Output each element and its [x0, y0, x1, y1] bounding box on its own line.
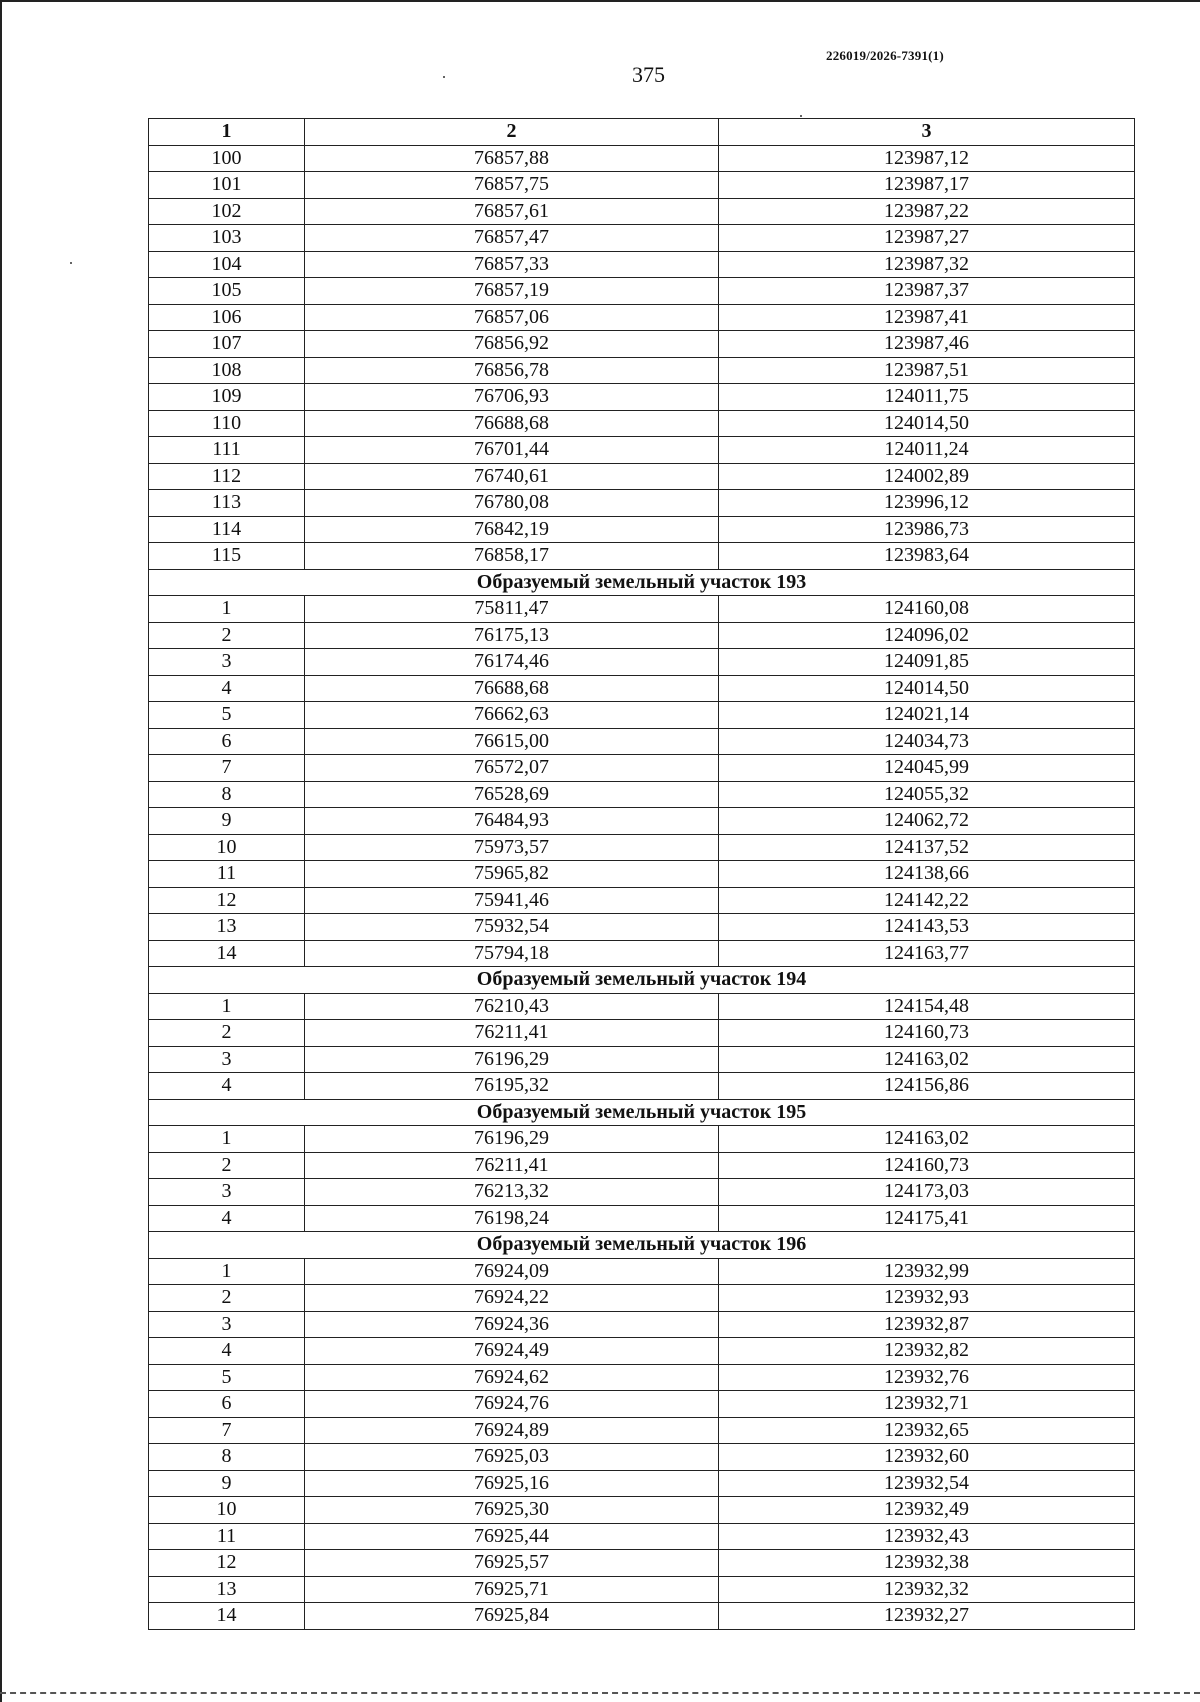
point-number-cell: 9 [149, 808, 305, 835]
y-coordinate-cell: 124014,50 [719, 410, 1135, 437]
scan-speck [70, 262, 72, 264]
x-coordinate-cell: 75932,54 [305, 914, 719, 941]
x-coordinate-cell: 76924,76 [305, 1391, 719, 1418]
y-coordinate-cell: 123932,49 [719, 1497, 1135, 1524]
x-coordinate-cell: 76924,36 [305, 1311, 719, 1338]
scan-edge-top [0, 0, 1200, 6]
point-number-cell: 102 [149, 198, 305, 225]
y-coordinate-cell: 123932,71 [719, 1391, 1135, 1418]
x-coordinate-cell: 76857,47 [305, 225, 719, 252]
x-coordinate-cell: 76688,68 [305, 410, 719, 437]
x-coordinate-cell: 76198,24 [305, 1205, 719, 1232]
y-coordinate-cell: 123932,99 [719, 1258, 1135, 1285]
x-coordinate-cell: 76688,68 [305, 675, 719, 702]
y-coordinate-cell: 124173,03 [719, 1179, 1135, 1206]
point-number-cell: 115 [149, 543, 305, 570]
y-coordinate-cell: 124160,08 [719, 596, 1135, 623]
x-coordinate-cell: 76925,16 [305, 1470, 719, 1497]
table-row [149, 755, 1135, 782]
x-coordinate-cell: 76925,71 [305, 1576, 719, 1603]
point-number-cell: 1 [149, 993, 305, 1020]
y-coordinate-cell: 124045,99 [719, 755, 1135, 782]
point-number-cell: 5 [149, 702, 305, 729]
y-coordinate-cell: 124138,66 [719, 861, 1135, 888]
column-header-number: 1 [149, 119, 305, 146]
scan-speck [800, 115, 802, 117]
table-row [149, 675, 1135, 702]
point-number-cell: 107 [149, 331, 305, 358]
x-coordinate-cell: 75811,47 [305, 596, 719, 623]
x-coordinate-cell: 76924,62 [305, 1364, 719, 1391]
x-coordinate-cell: 76857,06 [305, 304, 719, 331]
point-number-cell: 106 [149, 304, 305, 331]
table-row [149, 304, 1135, 331]
y-coordinate-cell: 123932,82 [719, 1338, 1135, 1365]
y-coordinate-cell: 124021,14 [719, 702, 1135, 729]
table-row [149, 1603, 1135, 1630]
point-number-cell: 1 [149, 1258, 305, 1285]
section-row [149, 569, 1135, 596]
column-header-y: 3 [719, 119, 1135, 146]
y-coordinate-cell: 123932,54 [719, 1470, 1135, 1497]
section-title: Образуемый земельный участок 193 [149, 569, 1135, 596]
x-coordinate-cell: 76706,93 [305, 384, 719, 411]
table-row [149, 198, 1135, 225]
table-row [149, 1285, 1135, 1312]
point-number-cell: 11 [149, 1523, 305, 1550]
y-coordinate-cell: 124055,32 [719, 781, 1135, 808]
point-number-cell: 10 [149, 1497, 305, 1524]
x-coordinate-cell: 76701,44 [305, 437, 719, 464]
table-row [149, 225, 1135, 252]
table-row [149, 251, 1135, 278]
x-coordinate-cell: 76924,09 [305, 1258, 719, 1285]
x-coordinate-cell: 76780,08 [305, 490, 719, 517]
table-row [149, 384, 1135, 411]
section-title: Образуемый земельный участок 195 [149, 1099, 1135, 1126]
x-coordinate-cell: 76857,88 [305, 145, 719, 172]
x-coordinate-cell: 76856,78 [305, 357, 719, 384]
point-number-cell: 111 [149, 437, 305, 464]
y-coordinate-cell: 123932,87 [719, 1311, 1135, 1338]
table-row [149, 1550, 1135, 1577]
point-number-cell: 4 [149, 1205, 305, 1232]
table-row [149, 331, 1135, 358]
table-row [149, 437, 1135, 464]
table-row [149, 1073, 1135, 1100]
point-number-cell: 9 [149, 1470, 305, 1497]
y-coordinate-cell: 124160,73 [719, 1020, 1135, 1047]
point-number-cell: 105 [149, 278, 305, 305]
x-coordinate-cell: 76662,63 [305, 702, 719, 729]
table-row [149, 357, 1135, 384]
point-number-cell: 13 [149, 914, 305, 941]
table-row [149, 490, 1135, 517]
point-number-cell: 2 [149, 622, 305, 649]
point-number-cell: 3 [149, 1311, 305, 1338]
section-row [149, 1232, 1135, 1259]
point-number-cell: 1 [149, 1126, 305, 1153]
point-number-cell: 8 [149, 1444, 305, 1471]
y-coordinate-cell: 124160,73 [719, 1152, 1135, 1179]
x-coordinate-cell: 76925,57 [305, 1550, 719, 1577]
y-coordinate-cell: 123932,76 [719, 1364, 1135, 1391]
point-number-cell: 6 [149, 1391, 305, 1418]
y-coordinate-cell: 124091,85 [719, 649, 1135, 676]
table-row [149, 1046, 1135, 1073]
table-row [149, 781, 1135, 808]
table-row [149, 808, 1135, 835]
x-coordinate-cell: 76925,44 [305, 1523, 719, 1550]
table-body [149, 145, 1135, 1629]
table-row [149, 940, 1135, 967]
y-coordinate-cell: 124137,52 [719, 834, 1135, 861]
x-coordinate-cell: 76196,29 [305, 1126, 719, 1153]
table-row [149, 1205, 1135, 1232]
y-coordinate-cell: 124163,02 [719, 1126, 1135, 1153]
y-coordinate-cell: 123932,38 [719, 1550, 1135, 1577]
y-coordinate-cell: 124062,72 [719, 808, 1135, 835]
table-row [149, 172, 1135, 199]
table-row [149, 1470, 1135, 1497]
point-number-cell: 109 [149, 384, 305, 411]
table-row [149, 1444, 1135, 1471]
y-coordinate-cell: 123983,64 [719, 543, 1135, 570]
table-row [149, 834, 1135, 861]
point-number-cell: 3 [149, 1179, 305, 1206]
table-row [149, 516, 1135, 543]
y-coordinate-cell: 123932,27 [719, 1603, 1135, 1630]
coordinates-table [148, 118, 1135, 1630]
x-coordinate-cell: 76213,32 [305, 1179, 719, 1206]
point-number-cell: 113 [149, 490, 305, 517]
x-coordinate-cell: 76858,17 [305, 543, 719, 570]
section-row [149, 967, 1135, 994]
x-coordinate-cell: 76211,41 [305, 1152, 719, 1179]
x-coordinate-cell: 76484,93 [305, 808, 719, 835]
scan-edge-left [0, 0, 2, 1702]
point-number-cell: 7 [149, 755, 305, 782]
table-row [149, 728, 1135, 755]
x-coordinate-cell: 76211,41 [305, 1020, 719, 1047]
point-number-cell: 8 [149, 781, 305, 808]
y-coordinate-cell: 124163,02 [719, 1046, 1135, 1073]
point-number-cell: 103 [149, 225, 305, 252]
y-coordinate-cell: 124156,86 [719, 1073, 1135, 1100]
y-coordinate-cell: 123987,27 [719, 225, 1135, 252]
section-title: Образуемый земельный участок 196 [149, 1232, 1135, 1259]
column-header-x: 2 [305, 119, 719, 146]
x-coordinate-cell: 76924,89 [305, 1417, 719, 1444]
point-number-cell: 14 [149, 1603, 305, 1630]
table-row [149, 145, 1135, 172]
y-coordinate-cell: 124011,24 [719, 437, 1135, 464]
point-number-cell: 7 [149, 1417, 305, 1444]
table-row [149, 861, 1135, 888]
page-number: 375 [632, 62, 665, 87]
table-row [149, 278, 1135, 305]
table-row [149, 1576, 1135, 1603]
table-row [149, 1523, 1135, 1550]
table-row [149, 1152, 1135, 1179]
x-coordinate-cell: 76740,61 [305, 463, 719, 490]
table-row [149, 622, 1135, 649]
table-row [149, 702, 1135, 729]
point-number-cell: 114 [149, 516, 305, 543]
point-number-cell: 108 [149, 357, 305, 384]
y-coordinate-cell: 123987,37 [719, 278, 1135, 305]
point-number-cell: 112 [149, 463, 305, 490]
y-coordinate-cell: 124154,48 [719, 993, 1135, 1020]
x-coordinate-cell: 76195,32 [305, 1073, 719, 1100]
point-number-cell: 13 [149, 1576, 305, 1603]
x-coordinate-cell: 76856,92 [305, 331, 719, 358]
table-row [149, 887, 1135, 914]
y-coordinate-cell: 124002,89 [719, 463, 1135, 490]
point-number-cell: 3 [149, 649, 305, 676]
y-coordinate-cell: 123987,51 [719, 357, 1135, 384]
section-row [149, 1099, 1135, 1126]
point-number-cell: 2 [149, 1020, 305, 1047]
y-coordinate-cell: 123932,93 [719, 1285, 1135, 1312]
point-number-cell: 10 [149, 834, 305, 861]
x-coordinate-cell: 76842,19 [305, 516, 719, 543]
y-coordinate-cell: 124011,75 [719, 384, 1135, 411]
y-coordinate-cell: 124143,53 [719, 914, 1135, 941]
y-coordinate-cell: 124014,50 [719, 675, 1135, 702]
x-coordinate-cell: 76924,49 [305, 1338, 719, 1365]
point-number-cell: 5 [149, 1364, 305, 1391]
x-coordinate-cell: 76857,19 [305, 278, 719, 305]
table-row [149, 1311, 1135, 1338]
x-coordinate-cell: 76175,13 [305, 622, 719, 649]
x-coordinate-cell: 75941,46 [305, 887, 719, 914]
x-coordinate-cell: 76857,61 [305, 198, 719, 225]
x-coordinate-cell: 76210,43 [305, 993, 719, 1020]
point-number-cell: 6 [149, 728, 305, 755]
x-coordinate-cell: 76196,29 [305, 1046, 719, 1073]
table-row [149, 410, 1135, 437]
table-row [149, 914, 1135, 941]
y-coordinate-cell: 123987,32 [719, 251, 1135, 278]
table-row [149, 1126, 1135, 1153]
y-coordinate-cell: 123986,73 [719, 516, 1135, 543]
table-row [149, 1364, 1135, 1391]
x-coordinate-cell: 76924,22 [305, 1285, 719, 1312]
point-number-cell: 14 [149, 940, 305, 967]
y-coordinate-cell: 123932,43 [719, 1523, 1135, 1550]
table-row [149, 543, 1135, 570]
point-number-cell: 2 [149, 1285, 305, 1312]
x-coordinate-cell: 76925,30 [305, 1497, 719, 1524]
point-number-cell: 11 [149, 861, 305, 888]
y-coordinate-cell: 123987,17 [719, 172, 1135, 199]
x-coordinate-cell: 75794,18 [305, 940, 719, 967]
y-coordinate-cell: 123932,65 [719, 1417, 1135, 1444]
y-coordinate-cell: 123932,60 [719, 1444, 1135, 1471]
point-number-cell: 12 [149, 887, 305, 914]
table-row [149, 1391, 1135, 1418]
y-coordinate-cell: 124034,73 [719, 728, 1135, 755]
y-coordinate-cell: 124142,22 [719, 887, 1135, 914]
y-coordinate-cell: 124175,41 [719, 1205, 1135, 1232]
point-number-cell: 110 [149, 410, 305, 437]
x-coordinate-cell: 75965,82 [305, 861, 719, 888]
y-coordinate-cell: 123987,41 [719, 304, 1135, 331]
point-number-cell: 1 [149, 596, 305, 623]
point-number-cell: 4 [149, 675, 305, 702]
table-row [149, 649, 1135, 676]
x-coordinate-cell: 76174,46 [305, 649, 719, 676]
x-coordinate-cell: 75973,57 [305, 834, 719, 861]
point-number-cell: 3 [149, 1046, 305, 1073]
table-row [149, 1258, 1135, 1285]
x-coordinate-cell: 76925,84 [305, 1603, 719, 1630]
y-coordinate-cell: 123987,46 [719, 331, 1135, 358]
y-coordinate-cell: 123987,22 [719, 198, 1135, 225]
x-coordinate-cell: 76925,03 [305, 1444, 719, 1471]
point-number-cell: 12 [149, 1550, 305, 1577]
point-number-cell: 100 [149, 145, 305, 172]
table-row [149, 1179, 1135, 1206]
table-row [149, 1338, 1135, 1365]
point-number-cell: 4 [149, 1338, 305, 1365]
table-row [149, 993, 1135, 1020]
table-header-row [149, 119, 1135, 146]
x-coordinate-cell: 76615,00 [305, 728, 719, 755]
point-number-cell: 2 [149, 1152, 305, 1179]
document-id: 226019/2026-7391(1) [826, 48, 944, 63]
table-row [149, 596, 1135, 623]
point-number-cell: 4 [149, 1073, 305, 1100]
point-number-cell: 101 [149, 172, 305, 199]
section-title: Образуемый земельный участок 194 [149, 967, 1135, 994]
table-row [149, 463, 1135, 490]
point-number-cell: 104 [149, 251, 305, 278]
table-row [149, 1497, 1135, 1524]
x-coordinate-cell: 76857,75 [305, 172, 719, 199]
x-coordinate-cell: 76528,69 [305, 781, 719, 808]
y-coordinate-cell: 124096,02 [719, 622, 1135, 649]
y-coordinate-cell: 123987,12 [719, 145, 1135, 172]
x-coordinate-cell: 76572,07 [305, 755, 719, 782]
x-coordinate-cell: 76857,33 [305, 251, 719, 278]
y-coordinate-cell: 123996,12 [719, 490, 1135, 517]
scan-edge-bottom [0, 1692, 1200, 1694]
table-row [149, 1020, 1135, 1047]
scan-speck [443, 76, 445, 78]
y-coordinate-cell: 124163,77 [719, 940, 1135, 967]
table-row [149, 1417, 1135, 1444]
y-coordinate-cell: 123932,32 [719, 1576, 1135, 1603]
